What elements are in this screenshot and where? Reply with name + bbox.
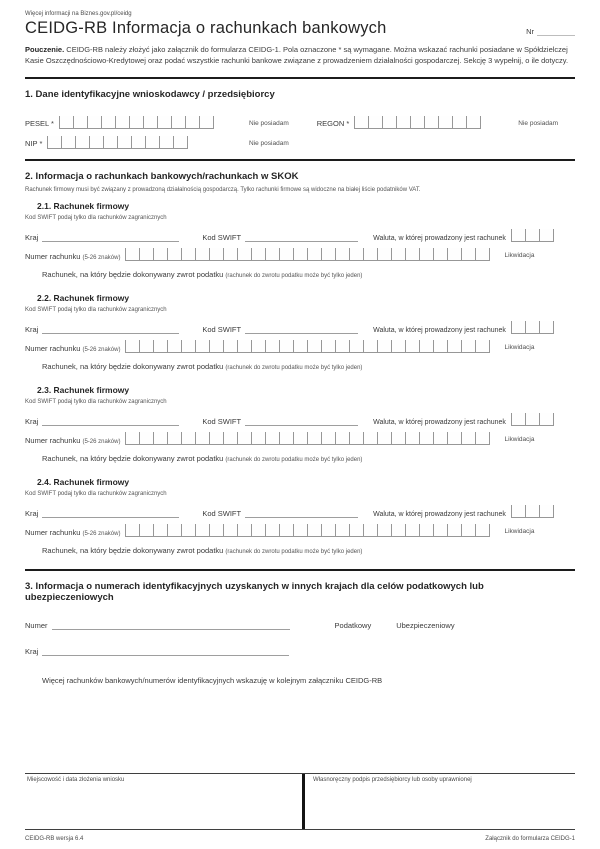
foreign-number-row — [25, 617, 575, 630]
country-swift-currency-row — [25, 412, 575, 426]
regon-nie-posiadam-checkbox-label[interactable]: Nie posiadam — [518, 119, 559, 127]
section2-heading: 2. Informacja o rachunkach bankowych/rachunkach w SKOK — [25, 170, 299, 182]
waluta-label: Waluta, w której prowadzony jest rachunek — [373, 510, 506, 518]
zwrot-podatku-hint: (rachunek do zwrotu podatku może być tylko jeden) — [225, 548, 363, 555]
zwrot-podatku-hint: (rachunek do zwrotu podatku może być tylko jeden) — [225, 364, 363, 371]
numer-rachunku-label: Numer rachunku — [25, 435, 81, 445]
waluta-comb-field[interactable] — [511, 229, 554, 242]
account-block-title: 2.2. Rachunek firmowy — [37, 292, 130, 303]
section2-note: Rachunek firmowy musi być związany z prowadzoną działalnością gospodarczą. Tylko rachunki firmowe są widoczne na białej liście podatników VAT. — [25, 186, 421, 193]
nip-row — [25, 129, 575, 149]
nip-group — [25, 136, 249, 149]
attachment-note: Załącznik do formularza CEIDG-1 — [485, 836, 575, 842]
section-divider — [25, 77, 575, 79]
pesel-regon-row — [25, 109, 575, 129]
nr-field-group — [526, 27, 575, 38]
kod-swift-field[interactable] — [245, 415, 358, 426]
more-info-link[interactable]: Więcej informacji na Biznes.gov.pl/ceidg — [25, 11, 132, 17]
ubezpieczeniowy-checkbox-label[interactable]: Ubezpieczeniowy — [396, 621, 455, 631]
swift-hint: Kod SWIFT podaj tylko dla rachunków zagranicznych — [25, 398, 167, 405]
zwrot-podatku-hint: (rachunek do zwrotu podatku może być tylko jeden) — [225, 456, 363, 463]
kod-swift-field[interactable] — [245, 231, 358, 242]
likwidacja-checkbox-label[interactable]: Likwidacja — [504, 527, 535, 535]
kraj-field[interactable] — [42, 323, 179, 334]
foreign-country-row — [25, 643, 575, 656]
numer-label: Numer — [25, 621, 48, 631]
section3-heading: 3. Informacja o numerach identyfikacyjnych uzyskanych w innych krajach dla celów podatkowych lub ubezpieczeniowych — [25, 580, 484, 604]
section1-heading: 1. Dane identyfikacyjne wnioskodawcy / przedsiębiorcy — [25, 88, 275, 100]
waluta-label: Waluta, w której prowadzony jest rachunek — [373, 418, 506, 426]
kraj-field[interactable] — [42, 415, 179, 426]
account-number-row — [25, 524, 575, 537]
numer-rachunku-hint: (5-26 znaków) — [82, 530, 121, 537]
nip-comb-field[interactable] — [47, 136, 188, 149]
nip-nie-posiadam-checkbox-label[interactable]: Nie posiadam — [249, 139, 289, 147]
more-attachments-checkbox-label[interactable]: Więcej rachunków bankowych/numerów identyfikacyjnych wskazuję w kolejnym załączniku CEIDG-RB — [42, 676, 383, 686]
pesel-comb-field[interactable] — [59, 116, 214, 129]
signature-cell: Własnoręczny podpis przedsiębiorcy lub osoby uprawnionej — [313, 777, 472, 783]
kod-swift-label: Kod SWIFT — [202, 508, 242, 518]
tax-return-account-row — [42, 270, 575, 279]
waluta-comb-field[interactable] — [511, 413, 554, 426]
numer-rachunku-hint: (5-26 znaków) — [82, 346, 121, 353]
kraj-field[interactable] — [42, 507, 179, 518]
account-block-title: 2.4. Rachunek firmowy — [37, 476, 130, 487]
bottom-area — [25, 773, 575, 842]
waluta-label: Waluta, w której prowadzony jest rachunek — [373, 326, 506, 334]
swift-hint: Kod SWIFT podaj tylko dla rachunków zagranicznych — [25, 490, 167, 497]
place-and-date-cell: Miejscowość i data złożenia wniosku — [25, 774, 305, 829]
kraj-label: Kraj — [25, 416, 39, 426]
nr-input-line[interactable] — [537, 27, 575, 36]
tax-return-account-row — [42, 362, 575, 371]
numer-rachunku-hint: (5-26 znaków) — [82, 254, 121, 261]
account-blocks — [25, 201, 575, 555]
notice-paragraph — [25, 44, 581, 67]
footer-row — [25, 836, 575, 842]
likwidacja-checkbox-label[interactable]: Likwidacja — [504, 251, 535, 259]
kraj-label: Kraj — [25, 324, 39, 334]
zwrot-podatku-hint: (rachunek do zwrotu podatku może być tylko jeden) — [225, 272, 363, 279]
regon-label: REGON * — [316, 118, 350, 128]
swift-hint: Kod SWIFT podaj tylko dla rachunków zagranicznych — [25, 214, 167, 221]
country-swift-currency-row — [25, 320, 575, 334]
signature-table — [25, 773, 575, 830]
regon-comb-field[interactable] — [354, 116, 481, 129]
kod-swift-label: Kod SWIFT — [202, 232, 242, 242]
swift-hint: Kod SWIFT podaj tylko dla rachunków zagranicznych — [25, 306, 167, 313]
zwrot-podatku-checkbox-label[interactable]: Rachunek, na który będzie dokonywany zwrot podatku — [42, 269, 224, 279]
kod-swift-label: Kod SWIFT — [202, 416, 242, 426]
kod-swift-label: Kod SWIFT — [202, 324, 242, 334]
account-number-row — [25, 432, 575, 445]
numer-rachunku-label: Numer rachunku — [25, 527, 81, 537]
account-number-row — [25, 340, 575, 353]
waluta-comb-field[interactable] — [511, 321, 554, 334]
kod-swift-field[interactable] — [245, 323, 358, 334]
account-block — [25, 201, 575, 279]
likwidacja-checkbox-label[interactable]: Likwidacja — [504, 343, 535, 351]
podatkowy-checkbox-label[interactable]: Podatkowy — [334, 621, 372, 631]
kod-swift-field[interactable] — [245, 507, 358, 518]
notice-lead: Pouczenie. — [25, 45, 65, 54]
country-swift-currency-row — [25, 228, 575, 242]
waluta-comb-field[interactable] — [511, 505, 554, 518]
title-row — [25, 19, 575, 38]
foreign-country-field[interactable] — [42, 645, 289, 656]
kraj-field[interactable] — [42, 231, 179, 242]
waluta-label: Waluta, w której prowadzony jest rachunek — [373, 234, 506, 242]
tax-return-account-row — [42, 546, 575, 555]
pesel-label: PESEL * — [25, 118, 54, 128]
section-divider — [25, 569, 575, 571]
numer-rachunku-comb-field[interactable] — [125, 248, 490, 261]
account-number-row — [25, 248, 575, 261]
numer-rachunku-comb-field[interactable] — [125, 524, 490, 537]
zwrot-podatku-checkbox-label[interactable]: Rachunek, na który będzie dokonywany zwrot podatku — [42, 361, 224, 371]
numer-rachunku-hint: (5-26 znaków) — [82, 438, 121, 445]
pesel-nie-posiadam-checkbox-label[interactable]: Nie posiadam — [249, 119, 289, 127]
account-block — [25, 293, 575, 371]
page-title: CEIDG-RB Informacja o rachunkach bankowych — [25, 19, 387, 37]
section-divider — [25, 159, 575, 161]
numer-rachunku-label: Numer rachunku — [25, 343, 81, 353]
kraj-label: Kraj — [25, 508, 39, 518]
foreign-number-field[interactable] — [52, 619, 290, 630]
country-swift-currency-row — [25, 504, 575, 518]
zwrot-podatku-checkbox-label[interactable]: Rachunek, na który będzie dokonywany zwrot podatku — [42, 545, 224, 555]
kraj-label: Kraj — [25, 647, 39, 657]
notice-text: CEIDG-RB należy złożyć jako załącznik do formularza CEIDG-1. Pola oznaczone * są wymagane. Można wskazać rachunki posiadane w Spółdzielczej Kasie Oszczędnościowo-Kredytowej oraz podać wszystkie rachunki bankowe związane z prowadzeniem działalności gospodarczej. Sekcję 3 wypełnij, o ile dotyczy. — [25, 45, 569, 66]
form-version: CEIDG-RB wersja 6.4 — [25, 836, 84, 842]
account-block — [25, 385, 575, 463]
nip-label: NIP * — [25, 138, 43, 148]
numer-rachunku-comb-field[interactable] — [125, 432, 490, 445]
regon-group — [317, 116, 482, 129]
pesel-group — [25, 116, 249, 129]
numer-rachunku-comb-field[interactable] — [125, 340, 490, 353]
account-block-title: 2.1. Rachunek firmowy — [37, 200, 130, 211]
account-block-title: 2.3. Rachunek firmowy — [37, 384, 130, 395]
zwrot-podatku-checkbox-label[interactable]: Rachunek, na który będzie dokonywany zwrot podatku — [42, 453, 224, 463]
identification-rows — [25, 109, 575, 149]
likwidacja-checkbox-label[interactable]: Likwidacja — [504, 435, 535, 443]
account-block — [25, 477, 575, 555]
nr-label: Nr — [526, 27, 534, 36]
numer-rachunku-label: Numer rachunku — [25, 251, 81, 261]
tax-return-account-row — [42, 454, 575, 463]
kraj-label: Kraj — [25, 232, 39, 242]
